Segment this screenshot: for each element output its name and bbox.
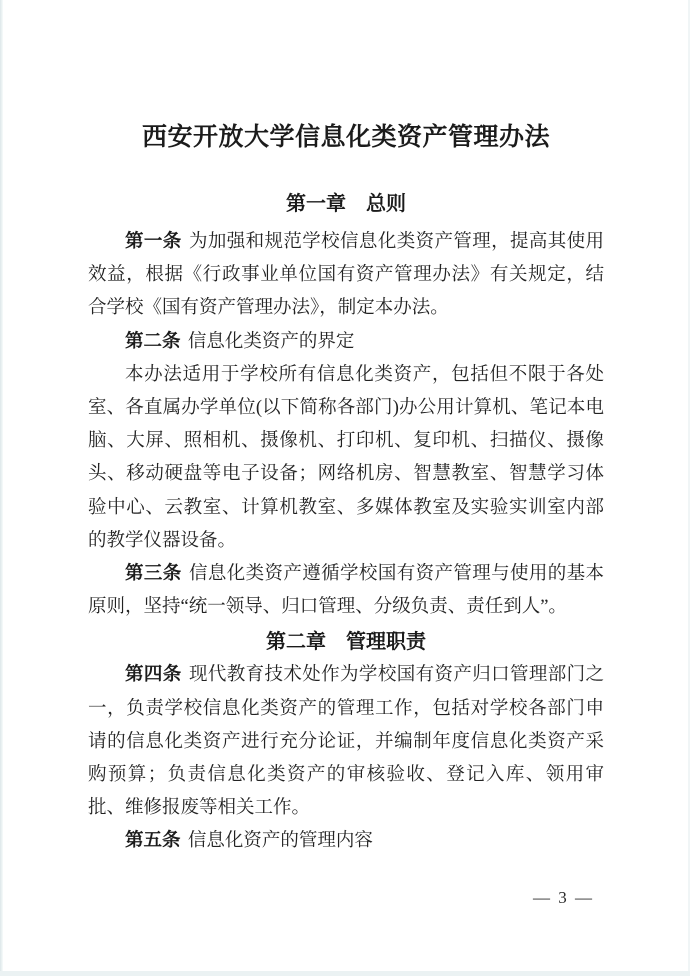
article-5-label: 第五条	[125, 831, 181, 852]
document-title: 西安开放大学信息化类资产管理办法	[141, 124, 550, 151]
article-4	[88, 659, 604, 825]
article-2-text: 信息化类资产的界定	[187, 331, 355, 352]
chapter-1-heading: 第一章 总则	[286, 193, 406, 215]
scan-edge-left	[0, 0, 3, 976]
article-2	[88, 326, 604, 359]
article-2-body-text: 本办法适用于学校所有信息化类资产，包括但不限于各处室、各直属办学单位(以下简称各部门)办公用计算机、笔记本电脑、大屏、照相机、摄像机、打印机、复印机、扫描仪、摄像头、移动硬盘等电子设备；网络机房、智慧教室、智慧学习体验中心、云教室、计算机教室、多媒体教室及实验实训室内部的教学仪器设备。	[88, 364, 604, 551]
article-3-text: 信息化类资产遵循学校国有资产管理与使用的基本原则，坚持“统一领导、归口管理、分级负责、责任到人”。	[88, 564, 604, 618]
article-1	[88, 226, 604, 326]
article-1-label: 第一条	[125, 232, 182, 252]
article-3	[88, 558, 604, 624]
article-3-label: 第三条	[125, 564, 182, 585]
article-4-label: 第四条	[125, 665, 182, 686]
article-5	[88, 825, 604, 858]
scan-edge-bottom	[0, 971, 690, 976]
article-4-text: 现代教育技术处作为学校国有资产归口管理部门之一，负责学校信息化类资产的管理工作，包括对学校各部门申请的信息化类资产进行充分论证，并编制年度信息化类资产采购预算；负责信息化类资产的审核验收、登记入库、领用审批、维修报废等相关工作。	[88, 665, 604, 819]
article-2-label: 第二条	[125, 331, 181, 352]
page-number: — 3 —	[533, 888, 594, 907]
article-2-body	[88, 359, 604, 558]
chapter-2-heading: 第二章 管理职责	[266, 631, 426, 654]
article-1-text: 为加强和规范学校信息化类资产管理，提高其使用效益，根据《行政事业单位国有资产管理办法》有关规定，结合学校《国有资产管理办法》，制定本办法。	[88, 232, 604, 319]
article-5-text: 信息化资产的管理内容	[187, 831, 373, 852]
